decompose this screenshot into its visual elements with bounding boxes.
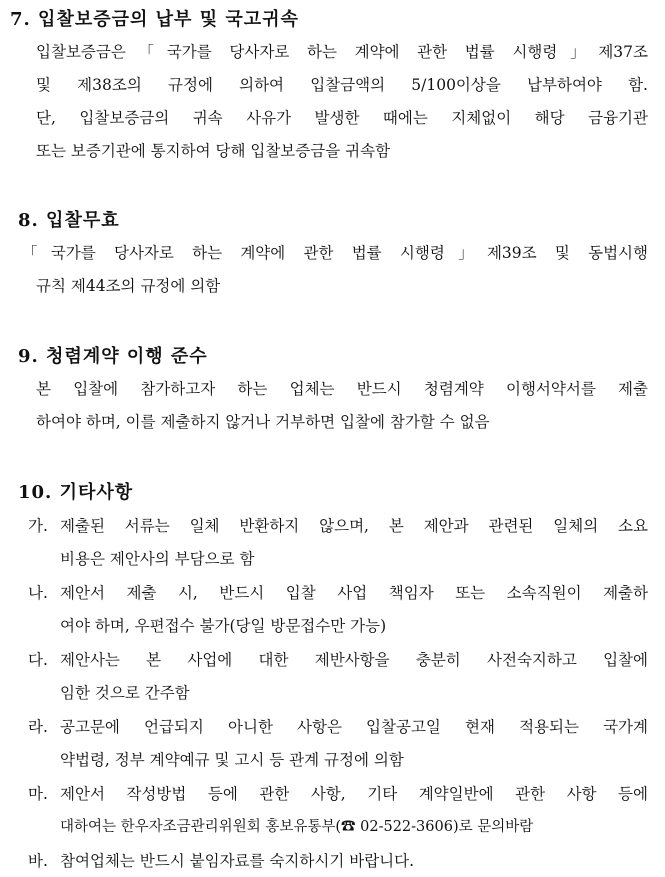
- section-7-line-2: 및 제38조의 규정에 의하여 입찰금액의 5/100이상을 납부하여야 함.: [36, 76, 648, 94]
- item-ga-mark: 가.: [28, 517, 48, 535]
- section-8-line-1: 「국가를 당사자로 하는 계약에 관한 법률 시행령」제39조 및 동법시행: [22, 244, 648, 262]
- item-ra-mark: 라.: [28, 718, 48, 736]
- section-9-line-1: 본 입찰에 참가하고자 하는 업체는 반드시 청렴계약 이행서약서를 제출: [36, 380, 648, 398]
- item-ra-line-2: 약법령, 정부 계약예규 및 고시 등 관계 규정에 의함: [60, 751, 404, 769]
- section-8-line-2: 규칙 제44조의 규정에 의함: [36, 277, 221, 295]
- section-7-title: 7. 입찰보증금의 납부 및 국고귀속: [10, 9, 299, 30]
- item-ga-line-2: 비용은 제안사의 부담으로 함: [60, 550, 255, 568]
- item-ma-line-2: 대하여는 한우자조금관리위원회 홍보유통부(☎ 02-522-3606)로 문의바람: [60, 819, 534, 835]
- item-na-line-1: 제안서 제출 시, 반드시 입찰 사업 책임자 또는 소속직원이 제출하: [60, 584, 648, 602]
- item-ga-line-1: 제출된 서류는 일체 반환하지 않으며, 본 제안과 관련된 일체의 소요: [60, 517, 648, 535]
- item-ra-line-1: 공고문에 언급되지 아니한 사항은 입찰공고일 현재 적용되는 국가계: [60, 718, 648, 736]
- section-8-title: 8. 입찰무효: [18, 210, 120, 231]
- item-ba-line-1: 참여업체는 반드시 붙임자료를 숙지하시기 바랍니다.: [60, 852, 415, 870]
- section-9-line-2: 하여야 하며, 이를 제출하지 않거나 거부하면 입찰에 참가할 수 없음: [36, 413, 490, 431]
- section-7-line-1: 입찰보증금은「국가를 당사자로 하는 계약에 관한 법률 시행령」제37조: [36, 43, 648, 61]
- item-da-line-1: 제안사는 본 사업에 대한 제반사항을 충분히 사전숙지하고 입찰에: [60, 651, 648, 669]
- item-ba-mark: 바.: [28, 852, 48, 870]
- item-na-mark: 나.: [28, 584, 48, 602]
- item-ma-mark: 마.: [28, 785, 48, 803]
- section-7-line-3: 단, 입찰보증금의 귀속 사유가 발생한 때에는 지체없이 해당 금융기관: [36, 109, 648, 127]
- item-ma-line-1: 제안서 작성방법 등에 관한 사항, 기타 계약일반에 관한 사항 등에: [60, 785, 648, 803]
- section-10-title: 10. 기타사항: [18, 482, 134, 503]
- section-9-title: 9. 청렴계약 이행 준수: [18, 346, 208, 367]
- section-7-line-4: 또는 보증기관에 통지하여 당해 입찰보증금을 귀속함: [36, 142, 391, 160]
- item-na-line-2: 여야 하며, 우편접수 불가(당일 방문접수만 가능): [60, 617, 387, 635]
- item-da-mark: 다.: [28, 651, 48, 669]
- item-da-line-2: 임한 것으로 간주함: [60, 684, 190, 702]
